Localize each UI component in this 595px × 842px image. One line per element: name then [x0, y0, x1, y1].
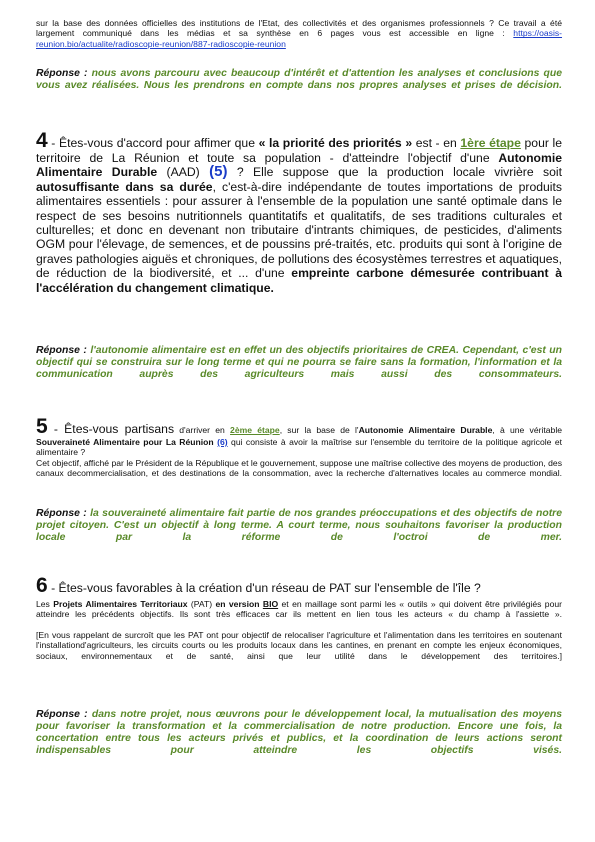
- intro-text: sur la base des données officielles des institutions de l'Etat, des collectivités et des organismes professionnels ? Ce travail a été largement communiqué dans les médias et sa synthèse en 6 pages vous est accessible en ligne: [36, 18, 562, 39]
- response-label: Réponse :: [36, 508, 87, 519]
- q5-text-6: , à une véritable: [492, 425, 563, 435]
- q4-text-1: - Êtes-vous d'accord pour affimer que: [47, 136, 259, 150]
- q4-carbon-footprint: empreinte carbone démesurée contribuant à l'accélération du changement climatique.: [36, 266, 562, 295]
- q5-paragraph-2: Cet objectif, affiché par le Président de la République et le gouvernement, suppose une maîtrise collective des moyens de production, des canaux decommercialisation, et des destinations de la consommation, avec la recherche d'alternatives locales au commerce mondial.: [36, 457, 562, 479]
- q4-text-3: est - en: [412, 136, 461, 150]
- radioscopie-link[interactable]: https://oasis-reunion.bio/actualite/radioscopie-reunion/887-radioscopie-reunion: [36, 28, 563, 49]
- q6-pat-term: Projets Alimentaires Territoriaux: [53, 599, 188, 609]
- q4-footnote-5: (5): [209, 163, 228, 181]
- response-label: Réponse :: [36, 345, 87, 356]
- q5-aad-term: Autonomie Alimentaire Durable: [358, 425, 493, 435]
- response-6-text: dans notre projet, nous œuvrons pour le développement local, la mutualisation des moyens pour favoriser la transformation et la commercialisation de notre production. Encore une fois, la concertation entre tous les acteurs privés et publics, et la coordination de leurs actions seront indispensables pour atteindre les objectifs visés.: [36, 709, 562, 756]
- q5-second-step: 2ème étape: [230, 425, 280, 435]
- response-5-text: la souveraineté alimentaire fait partie de nos grandes préoccupations et des objectifs de notre projet citoyen. C'est un objectif à long terme. A court terme, nous souhaitons favoriser la production locale par la réforme de l'octroi de mer.: [36, 508, 563, 543]
- intro-colon: :: [502, 28, 514, 39]
- response-label: Réponse :: [36, 709, 88, 720]
- q6-text-5: en version: [215, 599, 263, 609]
- response-label: Réponse :: [36, 68, 88, 79]
- q4-text-9: ? Elle suppose que la production locale vivrière soit: [227, 165, 563, 180]
- question-4: [36, 131, 562, 295]
- q5-sovereignty-term: Souveraineté Alimentaire pour La Réunion: [36, 437, 214, 447]
- response-3: [36, 68, 562, 92]
- q4-text-5: pour le territoire de La Réunion et toute sa population - d'atteindre l'objectif d'une: [36, 136, 563, 165]
- response-6: [36, 709, 562, 757]
- q5-text-1: - Êtes-vous partisans: [47, 422, 175, 436]
- q6-text-7: et en maillage sont parmi les « outils » qui doivent être privilégiés pour atteindre les précédents objectifs. Ils sont très efficaces car ils mettent en lien tous les acteurs « du champ à l'assiette ».: [36, 599, 563, 620]
- response-3-text: nous avons parcouru avec beaucoup d'intérêt et d'attention les analyses et conclusions que vous avez réalisées. Nous les prendrons en compte dans nos propres analyses et prises de décision.: [36, 68, 563, 91]
- q4-first-step: 1ère étape: [460, 136, 521, 150]
- question-6: [36, 576, 562, 661]
- q4-text-7: (AAD): [157, 165, 210, 180]
- q4-aad-term: Autonomie Alimentaire Durable: [36, 151, 562, 180]
- response-4: [36, 345, 562, 381]
- q6-bio-term: BIO: [262, 599, 279, 609]
- q6-text-2: Les: [36, 599, 54, 609]
- q6-heading: [36, 576, 562, 599]
- response-5: [36, 508, 562, 544]
- question-6-number: 6: [36, 574, 48, 597]
- q5-footnote-6: (6): [217, 437, 228, 447]
- q5-text-4: , sur la base de l': [279, 425, 359, 435]
- q4-text-11: , c'est-à-dire indépendante de toutes importations de produits alimentaires essentiels : pour assurer à l'ensemble de la population une santé optimale dans le respect de ses besoins nutritionnels quantitatifs et qualitatifs, de ses traditions culturales et culturelles; et donc en devenant non tributaire d'intrants chimiques, de pesticides, d'aliments OGM pour l'élevage, de semences, et de poussins pré-traités, etc. produits qui sont à l'origine de graves pathologies aiguës et chroniques, de pollutions des écosystèmes terrestres et aquatiques, de réduction de la biodiversité, et ... d'une: [36, 179, 562, 281]
- q5-text-9: qui consiste à avoir la maîtrise sur l'ensemble du territoire de la politique agricole et alimentaire ?: [36, 437, 563, 458]
- intro-paragraph: [36, 18, 562, 49]
- q5-text-2: d'arriver en: [174, 425, 231, 435]
- q4-self-sufficient: autosuffisante dans sa durée: [36, 179, 213, 194]
- q6-text-1: - Êtes-vous favorables à la création d'un réseau de PAT sur l'ensemble de l'île ?: [47, 581, 481, 595]
- response-4-text: l'autonomie alimentaire est en effet un des objectifs prioritaires de CREA. Cependant, c'est un objectif qui se construira sur le long terme et qui ne pourra se faire sans la formation, l'information et la communication auprès des agriculteurs mais aussi des consommateurs.: [36, 345, 562, 380]
- question-5: [36, 417, 562, 479]
- q6-bracket-note: [En vous rappelant de surcroît que les PAT ont pour objectif de relocaliser l'agriculture et l'alimentation dans les territoires en soutenant l'installationd'agriculteurs, les circuits courts ou les produits locaux dans les cantines, en prenant en compte les enjeux économiques, sociaux, environnementaux et de santé, ainsi que leur utilité dans le développement des territoires.]: [36, 629, 562, 661]
- question-4-number: 4: [36, 129, 48, 152]
- q4-priority-phrase: « la priorité des priorités »: [258, 136, 413, 150]
- question-5-number: 5: [36, 415, 48, 438]
- q6-text-4: (PAT): [187, 599, 216, 609]
- q6-paragraph-1: [36, 599, 562, 620]
